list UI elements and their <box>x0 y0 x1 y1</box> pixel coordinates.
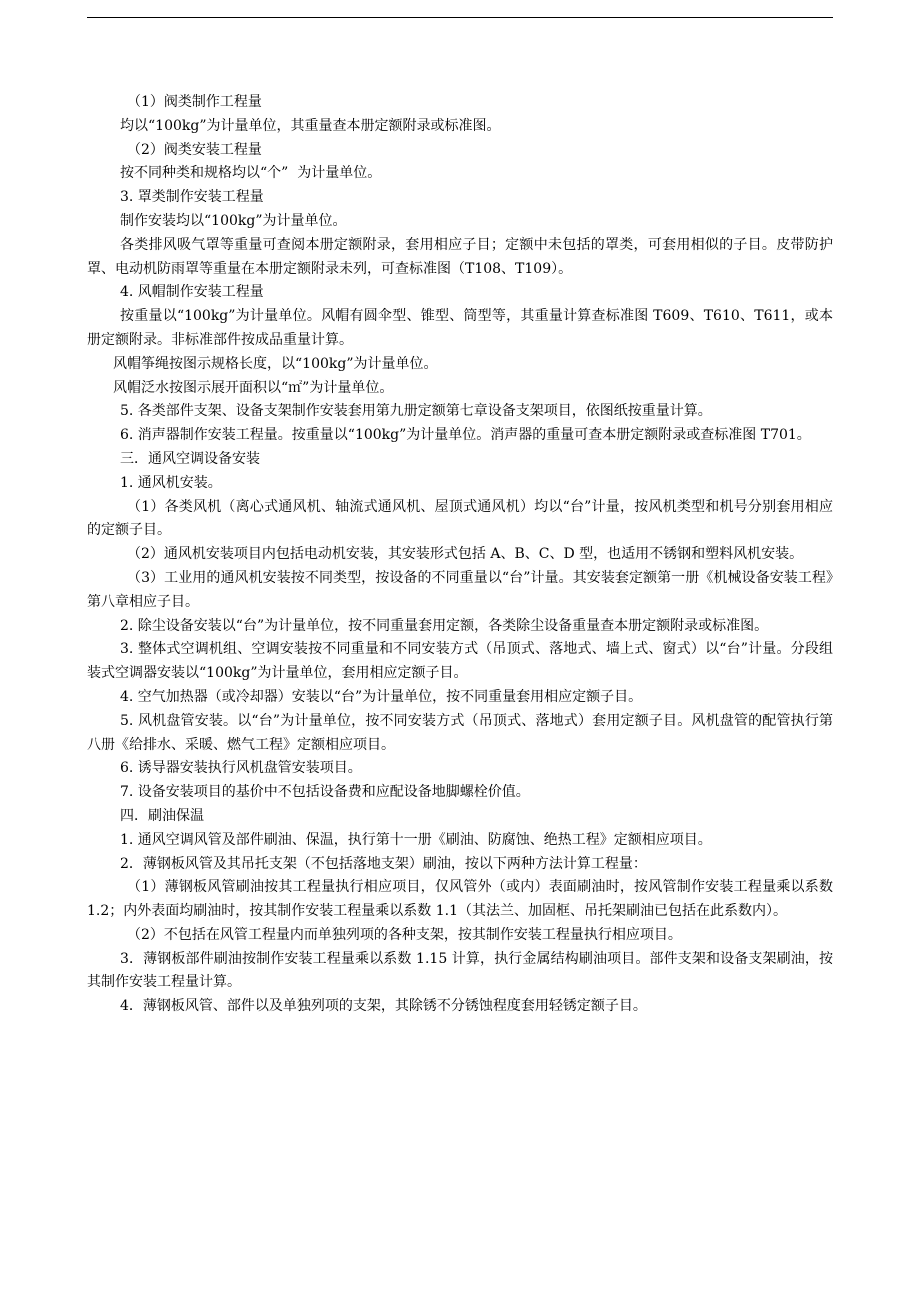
paragraph: （3）工业用的通风机安装按不同类型，按设备的不同重量以“台”计量。其安装套定额第一册《机械设备安装工程》第八章相应子目。 <box>87 569 833 610</box>
paragraph: 5. 风机盘管安装。以“台”为计量单位，按不同安装方式（吊顶式、落地式）套用定额子目。风机盘管的配管执行第八册《给排水、采暖、燃气工程》定额相应项目。 <box>87 712 833 753</box>
paragraph: （2）阀类安装工程量 <box>127 141 262 158</box>
paragraph: 3. 整体式空调机组、空调安装按不同重量和不同安装方式（吊顶式、落地式、墙上式、窗式）以“台”计量。分段组装式空调器安装以“100kg”为计量单位，套用相应定额子目。 <box>87 641 833 682</box>
paragraph: 6. 诱导器安装执行风机盘管安装项目。 <box>120 760 362 777</box>
chapter-heading: 四．刷油保温 <box>120 807 204 824</box>
paragraph: 7. 设备安装项目的基价中不包括设备费和应配设备地脚螺栓价值。 <box>120 784 530 801</box>
section-heading: 1. 通风机安装。 <box>120 474 222 491</box>
paragraph: 6. 消声器制作安装工程量。按重量以“100kg”为计量单位。消声器的重量可查本册定额附录或查标准图 T701。 <box>120 427 811 444</box>
header-rule <box>87 17 833 18</box>
section-heading: 4. 风帽制作安装工程量 <box>120 284 264 301</box>
chapter-heading: 三．通风空调设备安装 <box>120 450 260 467</box>
paragraph: 制作安装均以“100kg”为计量单位。 <box>120 212 347 229</box>
paragraph: 4．薄钢板风管、部件以及单独列项的支架，其除锈不分锈蚀程度套用轻锈定额子目。 <box>120 998 647 1015</box>
paragraph: 2．薄钢板风管及其吊托支架（不包括落地支架）刷油，按以下两种方法计算工程量： <box>120 855 647 872</box>
document-body <box>87 91 838 1019</box>
paragraph: 风帽筝绳按图示规格长度，以“100kg”为计量单位。 <box>113 355 438 372</box>
paragraph: 4. 空气加热器（或冷却器）安装以“台”为计量单位，按不同重量套用相应定额子目。 <box>120 688 643 705</box>
paragraph: （2）通风机安装项目内包括电动机安装，其安装形式包括 A、B、C、D 型，也适用不锈钢和塑料风机安装。 <box>127 546 804 563</box>
paragraph: 风帽泛水按图示展开面积以“㎡”为计量单位。 <box>113 379 394 396</box>
paragraph: 均以“100kg”为计量单位，其重量查本册定额附录或标准图。 <box>120 117 501 134</box>
paragraph: （2）不包括在风管工程量内而单独列项的各种支架，按其制作安装工程量执行相应项目。 <box>127 926 682 943</box>
paragraph: 按重量以“100kg”为计量单位。风帽有圆伞型、锥型、筒型等，其重量计算查标准图 T609、T610、T611，或本册定额附录。非标准部件按成品重量计算。 <box>87 308 833 348</box>
paragraph: 3．薄钢板部件刷油按制作安装工程量乘以系数 1.15 计算，执行金属结构刷油项目。部件支架和设备支架刷油，按其制作安装工程量计算。 <box>87 950 833 991</box>
paragraph: （1）各类风机（离心式通风机、轴流式通风机、屋顶式通风机）均以“台”计量，按风机类型和机号分别套用相应的定额子目。 <box>87 498 833 539</box>
paragraph: （1）薄钢板风管刷油按其工程量执行相应项目，仅风管外（或内）表面刷油时，按风管制作安装工程量乘以系数 1.2；内外表面均刷油时，按其制作安装工程量乘以系数 1.1（其法兰、加固框、吊托架刷油已包括在此系数内）。 <box>87 879 838 920</box>
paragraph: （1）阀类制作工程量 <box>127 94 262 110</box>
paragraph: 按不同种类和规格均以“个” 为计量单位。 <box>120 165 382 182</box>
paragraph: 各类排风吸气罩等重量可查阅本册定额附录，套用相应子目；定额中未包括的罩类，可套用相似的子目。皮带防护罩、电动机防雨罩等重量在本册定额附录未列，可查标准图（T108、T109）。 <box>87 236 833 277</box>
paragraph: 1. 通风空调风管及部件刷油、保温，执行第十一册《刷油、防腐蚀、绝热工程》定额相应项目。 <box>120 831 712 848</box>
paragraph: 2. 除尘设备安装以“台”为计量单位，按不同重量套用定额，各类除尘设备重量查本册定额附录或标准图。 <box>120 617 769 634</box>
paragraph: 5. 各类部件支架、设备支架制作安装套用第九册定额第七章设备支架项目，依图纸按重量计算。 <box>120 403 712 420</box>
section-heading: 3. 罩类制作安装工程量 <box>120 189 264 206</box>
